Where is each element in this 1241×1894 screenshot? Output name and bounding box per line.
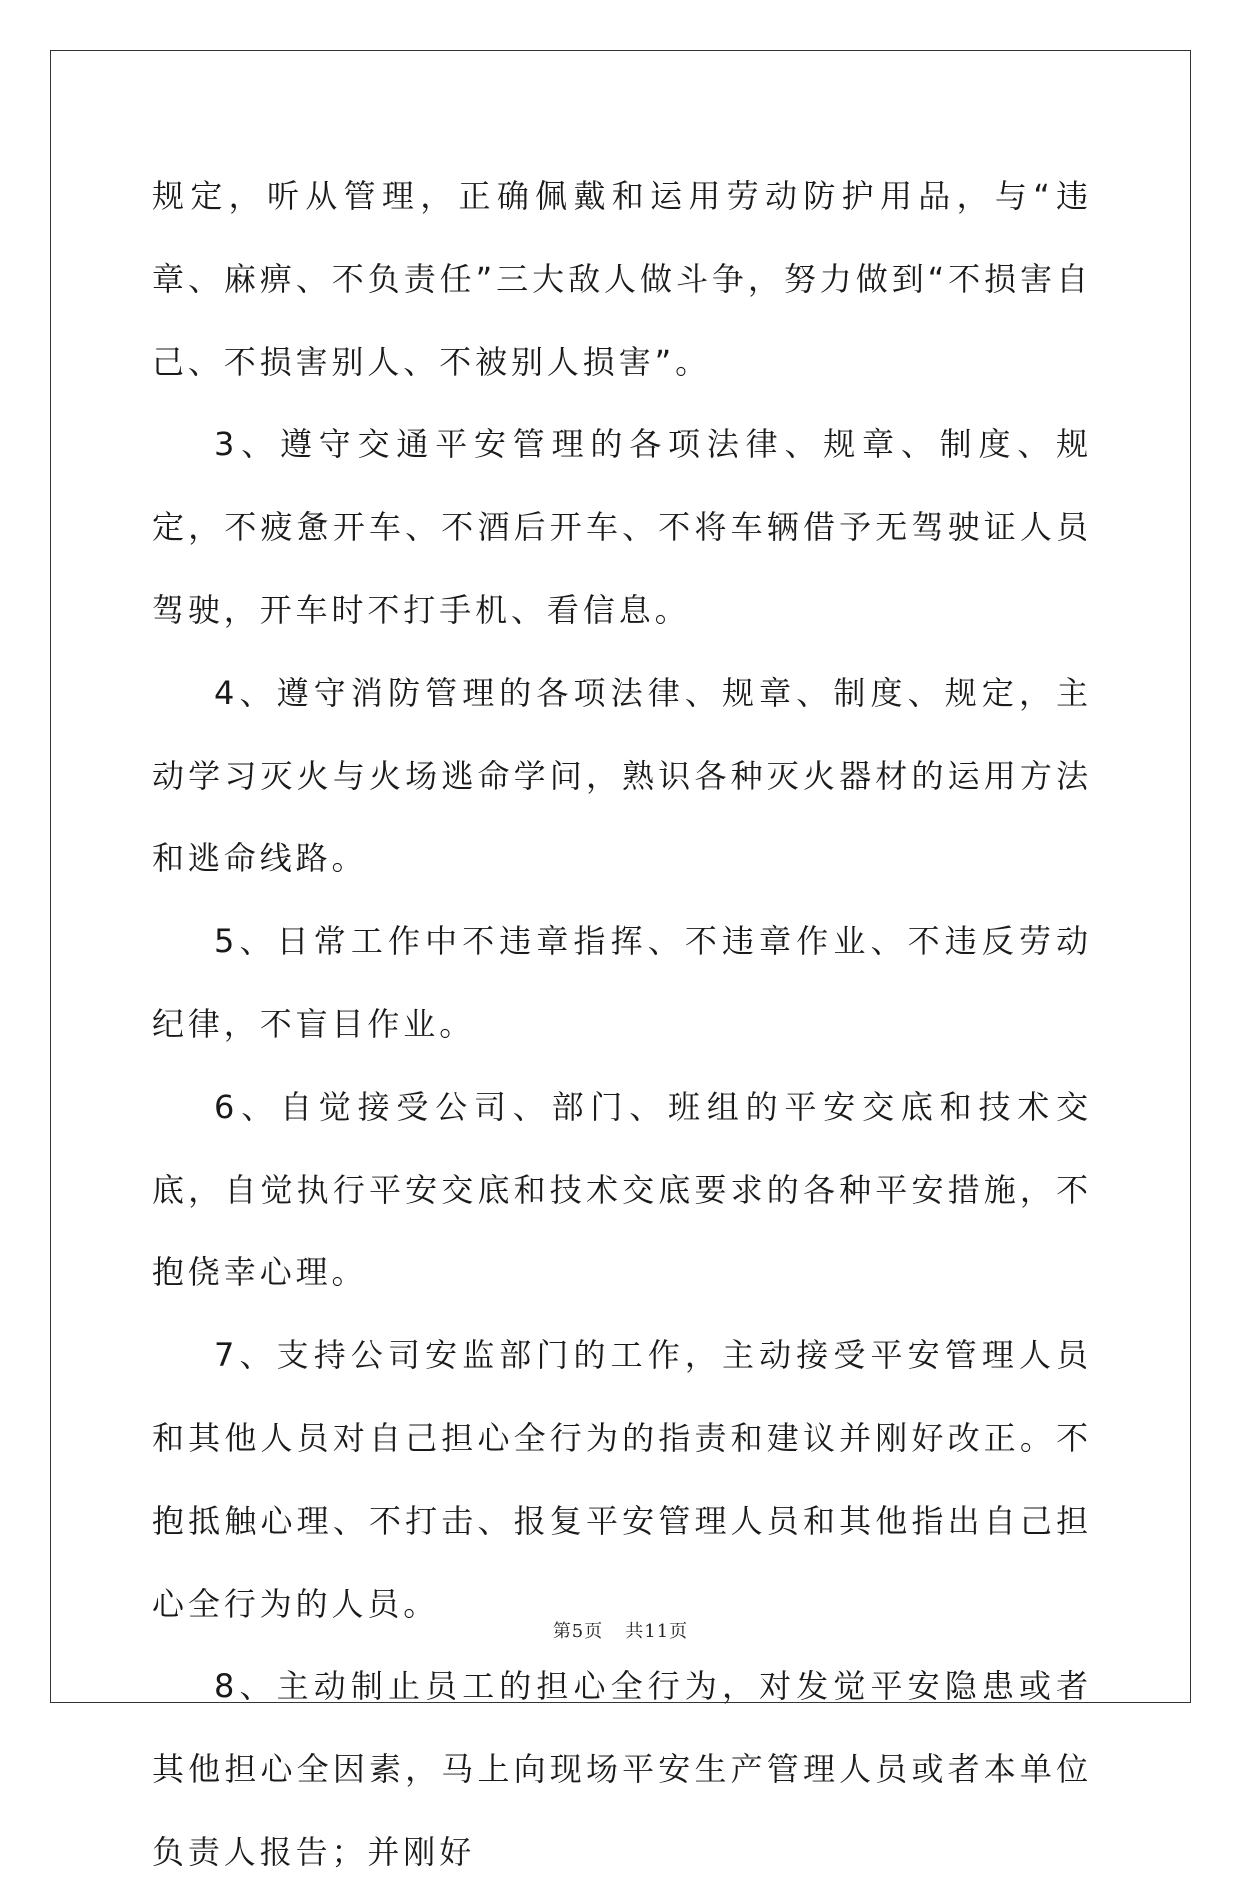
paragraph-item-6: 6、自觉接受公司、部门、班组的平安交底和技术交底，自觉执行平安交底和技术交底要求的各种平安措施，不抱侥幸心理。 — [152, 1087, 1092, 1292]
page-footer — [0, 1617, 1241, 1643]
paragraph-item-4: 4、遵守消防管理的各项法律、规章、制度、规定，主动学习灭火与火场逃命学问，熟识各种灭火器材的运用方法和逃命线路。 — [152, 673, 1092, 878]
page-number-current: 第5页 — [552, 1621, 604, 1642]
paragraph-item-3: 3、遵守交通平安管理的各项法律、规章、制度、规定，不疲惫开车、不酒后开车、不将车辆借予无驾驶证人员驾驶，开车时不打手机、看信息。 — [152, 425, 1092, 629]
paragraph-item-8: 8、主动制止员工的担心全行为，对发觉平安隐患或者其他担心全因素，马上向现场平安生产管理人员或者本单位负责人报告；并刚好 — [152, 1667, 1092, 1871]
page-number-total: 共11页 — [625, 1621, 689, 1642]
paragraph-item-7: 7、支持公司安监部门的工作，主动接受平安管理人员和其他人员对自己担心全行为的指责和建议并刚好改正。不抱抵触心理、不打击、报复平安管理人员和其他指出自己担心全行为的人员。 — [152, 1336, 1092, 1623]
paragraph-item-5: 5、日常工作中不违章指挥、不违章作业、不违反劳动纪律，不盲目作业。 — [152, 922, 1092, 1043]
paragraph-continued: 规定，听从管理，正确佩戴和运用劳动防护用品，与“违章、麻痹、不负责任”三大敌人做斗争，努力做到“不损害自己、不损害别人、不被别人损害”。 — [152, 177, 1092, 381]
